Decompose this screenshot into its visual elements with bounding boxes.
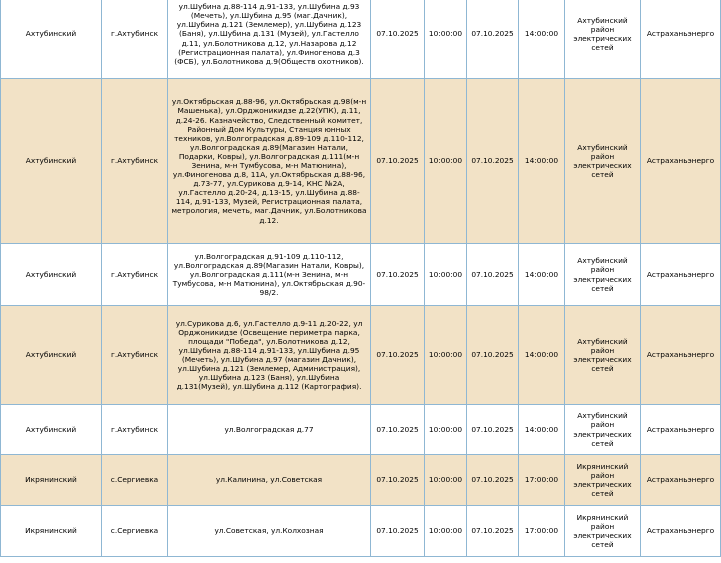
- district-cell: Ахтубинский: [1, 244, 102, 306]
- table-row: [1, 306, 721, 405]
- company-cell: Астраханьэнерго: [641, 306, 721, 405]
- locality-cell: г.Ахтубинск: [102, 244, 168, 306]
- locality-cell: г.Ахтубинск: [102, 306, 168, 405]
- company-cell: Астраханьэнерго: [641, 455, 721, 506]
- network-cell: Ахтубинский район электрических сетей: [565, 0, 641, 79]
- end-time-cell: 14:00:00: [519, 244, 565, 306]
- end-date-cell: 07.10.2025: [467, 455, 519, 506]
- start-time-cell: 10:00:00: [425, 0, 467, 79]
- end-date-cell: 07.10.2025: [467, 506, 519, 557]
- district-cell: Икрянинский: [1, 455, 102, 506]
- district-cell: Икрянинский: [1, 506, 102, 557]
- end-date-cell: 07.10.2025: [467, 0, 519, 79]
- company-cell: Астраханьэнерго: [641, 405, 721, 455]
- start-date-cell: 07.10.2025: [371, 455, 425, 506]
- company-cell: Астраханьэнерго: [641, 244, 721, 306]
- network-cell: Икрянинский район электрических сетей: [565, 506, 641, 557]
- start-date-cell: 07.10.2025: [371, 79, 425, 244]
- start-time-cell: 10:00:00: [425, 455, 467, 506]
- start-time-cell: 10:00:00: [425, 405, 467, 455]
- start-time-cell: 10:00:00: [425, 79, 467, 244]
- district-cell: Ахтубинский: [1, 306, 102, 405]
- addresses-cell: ул.Волгоградская д.91-109 д.110-112, ул.Волгоградская д.89(Магазин Натали, Ковры), ул.Волгоградская д.111(м-н Зенина, м-н Тумбусова, м-н Матюнина), ул.Октябрьская д.90-98/2.: [168, 244, 371, 306]
- start-time-cell: 10:00:00: [425, 306, 467, 405]
- addresses-cell: ул.Октябрьская д.88-96, ул.Октябрьская д.98(м-н Машенька), ул.Орджоникидзе д.22(УПК), д.11, д.24-26. Казначейство, Следственный комитет, Районный Дом Культуры, Станция юнных техников, ул.Волгоградская д.89-109 д.110-112, ул.Волгоградская д.89(Магазин Натали, Подарки, Ковры), ул.Волгоградская д.111(м-н Зенина, м-н Тумбусова, м-н Матюнина), ул.Финогенова д.8, 11А, ул.Октябрьская д.88-96, д.73-77, ул.Сурикова д.9-14, КНС №2А, ул.Гастелло д.20-24, д.13-15, ул.Шубина д.88-114, д.91-133, Музей, Регистрационная палата, метрология, мечеть, маг.Дачник, ул.Болотникова д.12.: [168, 79, 371, 244]
- addresses-cell: ул.Калинина, ул.Советская: [168, 455, 371, 506]
- end-date-cell: 07.10.2025: [467, 244, 519, 306]
- addresses-cell: ул.Советская, ул.Колхозная: [168, 506, 371, 557]
- addresses-cell: ул.Шубина д.88-114 д.91-133, ул.Шубина д.93 (Мечеть), ул.Шубина д.95 (маг.Дачник), ул.Шубина д.121 (Землемер), ул.Шубина д.123 (Баня), ул.Шубина д.131 (Музей), ул.Гастелло д.11, ул.Болотникова д.12, ул.Назарова д.12 (Регистрационная палата), ул.Финогенова д.3 (ФСБ), ул.Болотникова д.9(Обществ охотников).: [168, 0, 371, 79]
- end-date-cell: 07.10.2025: [467, 79, 519, 244]
- network-cell: Ахтубинский район электрических сетей: [565, 306, 641, 405]
- locality-cell: с.Сергиевка: [102, 455, 168, 506]
- start-date-cell: 07.10.2025: [371, 405, 425, 455]
- district-cell: Ахтубинский: [1, 0, 102, 79]
- table-row: [1, 405, 721, 455]
- start-date-cell: 07.10.2025: [371, 306, 425, 405]
- end-time-cell: 14:00:00: [519, 405, 565, 455]
- company-cell: Астраханьэнерго: [641, 506, 721, 557]
- end-time-cell: 14:00:00: [519, 79, 565, 244]
- end-time-cell: 14:00:00: [519, 306, 565, 405]
- addresses-cell: ул.Волгоградская д.77: [168, 405, 371, 455]
- start-time-cell: 10:00:00: [425, 244, 467, 306]
- end-time-cell: 17:00:00: [519, 455, 565, 506]
- network-cell: Ахтубинский район электрических сетей: [565, 244, 641, 306]
- locality-cell: г.Ахтубинск: [102, 0, 168, 79]
- table-row: [1, 455, 721, 506]
- network-cell: Ахтубинский район электрических сетей: [565, 79, 641, 244]
- table-row: [1, 79, 721, 244]
- company-cell: Астраханьэнерго: [641, 79, 721, 244]
- locality-cell: с.Сергиевка: [102, 506, 168, 557]
- addresses-cell: ул.Сурикова д.6, ул.Гастелло д.9-11 д.20-22, ул Орджоникидзе (Освещение периметра парка, площади "Победа", ул.Болотникова д.12, ул.Шубина д.88-114 д.91-133, ул.Шубина д.95 (Мечеть), ул.Шубина д.97 (магазин Дачник), ул.Шубина д.121 (Землемер, Администрация), ул.Шубина д.123 (Баня), ул.Шубина д.131(Музей), ул.Шубина д.112 (Картография).: [168, 306, 371, 405]
- start-time-cell: 10:00:00: [425, 506, 467, 557]
- start-date-cell: 07.10.2025: [371, 244, 425, 306]
- locality-cell: г.Ахтубинск: [102, 405, 168, 455]
- district-cell: Ахтубинский: [1, 405, 102, 455]
- table-row: [1, 0, 721, 79]
- end-date-cell: 07.10.2025: [467, 405, 519, 455]
- network-cell: Ахтубинский район электрических сетей: [565, 405, 641, 455]
- table-row: [1, 506, 721, 557]
- locality-cell: г.Ахтубинск: [102, 79, 168, 244]
- district-cell: Ахтубинский: [1, 79, 102, 244]
- end-time-cell: 14:00:00: [519, 0, 565, 79]
- start-date-cell: 07.10.2025: [371, 0, 425, 79]
- company-cell: Астраханьэнерго: [641, 0, 721, 79]
- table-row: [1, 244, 721, 306]
- network-cell: Икрянинский район электрических сетей: [565, 455, 641, 506]
- start-date-cell: 07.10.2025: [371, 506, 425, 557]
- end-date-cell: 07.10.2025: [467, 306, 519, 405]
- end-time-cell: 17:00:00: [519, 506, 565, 557]
